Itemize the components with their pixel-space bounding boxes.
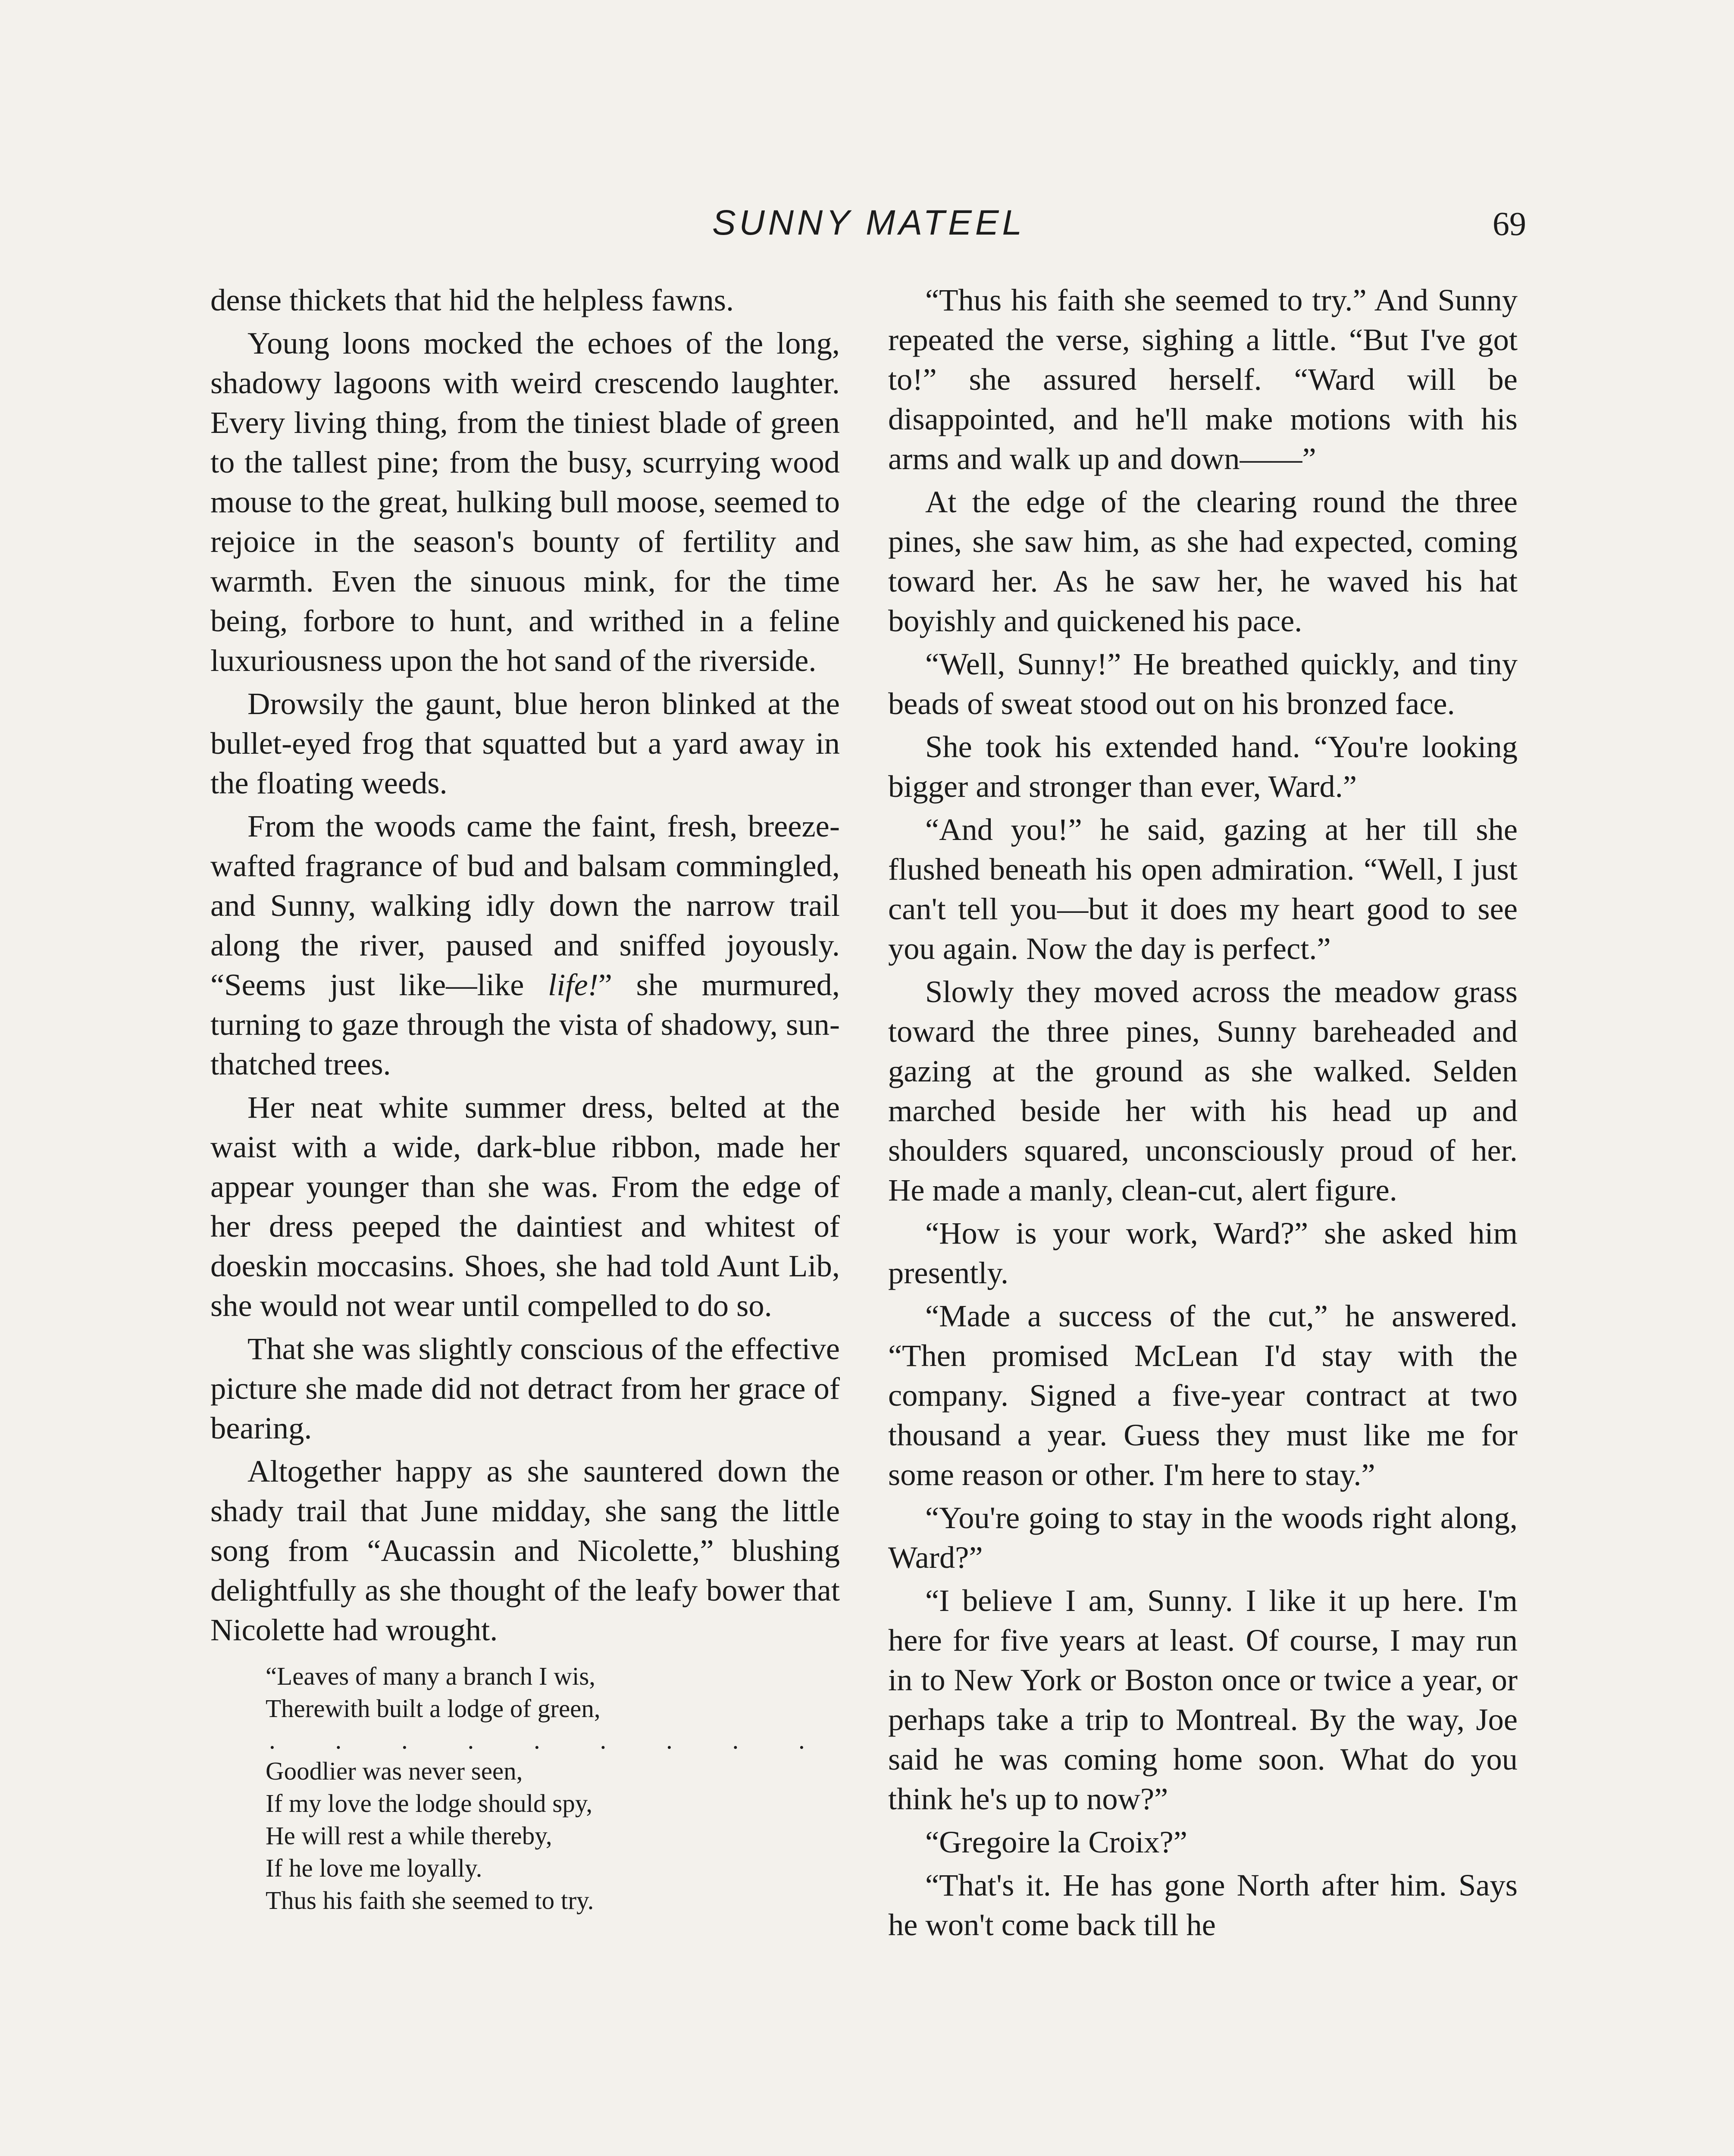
right-column — [888, 280, 1518, 1948]
verse-line: Therewith built a lodge of green, — [266, 1694, 601, 1723]
left-column — [210, 280, 840, 1917]
verse-line: He will rest a while thereby, — [266, 1821, 552, 1850]
paragraph: Young loons mocked the echoes of the long, shadowy lagoons with weird crescendo laughter. Every living thing, from the tiniest blade of green to the tallest pine; from the busy, scurrying wood mouse to the great, hulking bull moose, seemed to rejoice in the season's bounty of fertility and warmth. Even the sinuous mink, for the time being, forbore to hunt, and writhed in a feline luxuriousness upon the hot sand of the riverside. — [210, 326, 840, 678]
paragraph-text: From the woods came the faint, fresh, breeze-wafted fragrance of bud and balsam commingled, and Sunny, walking idly down the narrow trail along the river, paused and sniffed joyously. “Seems just like—like — [210, 808, 840, 1002]
paragraph: “How is your work, Ward?” she asked him presently. — [888, 1216, 1518, 1290]
paragraph: dense thickets that hid the helpless fawns. — [210, 282, 734, 317]
paragraph: Her neat white summer dress, belted at the waist with a wide, dark-blue ribbon, made her appear younger than she was. From the edge of her dress peeped the daintiest and whitest of doeskin moccasins. Shoes, she had told Aunt Lib, she would not wear until compelled to do so. — [210, 1090, 840, 1323]
paragraph: “You're going to stay in the woods right along, Ward?” — [888, 1500, 1518, 1575]
running-title: SUNNY MATEEL — [712, 203, 1026, 242]
paragraph: “Gregoire la Croix?” — [925, 1824, 1187, 1859]
verse-block — [266, 1660, 840, 1917]
verse-line: Thus his faith she seemed to try. — [266, 1886, 594, 1915]
verse-line: Goodlier was never seen, — [266, 1757, 523, 1785]
paragraph: Drowsily the gaunt, blue heron blinked at the bullet-eyed frog that squatted but a yard away in the floating weeds. — [210, 686, 840, 800]
page-number: 69 — [1493, 205, 1526, 242]
paragraph: “Made a success of the cut,” he answered. “Then promised McLean I'd stay with the company. Signed a five-year contract at two thousand a year. Guess they must like me for some reason or other. I'm here to stay.” — [888, 1298, 1518, 1492]
paragraph: She took his extended hand. “You're looking bigger and stronger than ever, Ward.” — [888, 729, 1518, 804]
page-header — [211, 203, 1526, 254]
paragraph: Slowly they moved across the meadow grass toward the three pines, Sunny bareheaded and gazing at the ground as she walked. Selden marched beside her with his head up and shoulders squared, unconsciously proud of her. He made a manly, clean-cut, alert figure. — [888, 974, 1518, 1207]
paragraph — [210, 806, 840, 1084]
paragraph: “And you!” he said, gazing at her till she flushed beneath his open admiration. “Well, I just can't tell you—but it does my heart good to see you again. Now the day is perfect.” — [888, 812, 1518, 966]
verse-ellipsis: . . . . . . . . . — [269, 1726, 832, 1754]
paragraph: Altogether happy as she sauntered down the shady trail that June midday, she sang the little song from “Aucassin and Nicolette,” blushing delightfully as she thought of the leafy bower that Nicolette had wrought. — [210, 1454, 840, 1647]
italic-word: life! — [548, 967, 598, 1002]
paragraph: That she was slightly conscious of the effective picture she made did not detract from her grace of bearing. — [210, 1331, 840, 1445]
paragraph: “That's it. He has gone North after him. Says he won't come back till he — [888, 1868, 1518, 1942]
verse-line: If he love me loyally. — [266, 1854, 482, 1882]
verse-line: “Leaves of many a branch I wis, — [266, 1662, 596, 1690]
verse-line: If my love the lodge should spy, — [266, 1789, 593, 1818]
paragraph: “Thus his faith she seemed to try.” And Sunny repeated the verse, sighing a little. “But I've got to!” she assured herself. “Ward will be disappointed, and he'll make motions with his arms and walk up and down——” — [888, 282, 1518, 476]
paragraph-text: ” she murmured, turning to gaze through the vista of shadowy, sun-thatched trees. — [210, 967, 840, 1081]
paragraph: At the edge of the clearing round the three pines, she saw him, as she had expected, coming toward her. As he saw her, he waved his hat boyishly and quickened his pace. — [888, 484, 1518, 638]
paragraph: “I believe I am, Sunny. I like it up here. I'm here for five years at least. Of course, I may run in to New York or Boston once or twice a year, or perhaps take a trip to Montreal. By the way, Joe said he was coming home soon. What do you think he's up to now?” — [888, 1583, 1518, 1816]
paragraph: “Well, Sunny!” He breathed quickly, and tiny beads of sweat stood out on his bronzed face. — [888, 646, 1518, 721]
